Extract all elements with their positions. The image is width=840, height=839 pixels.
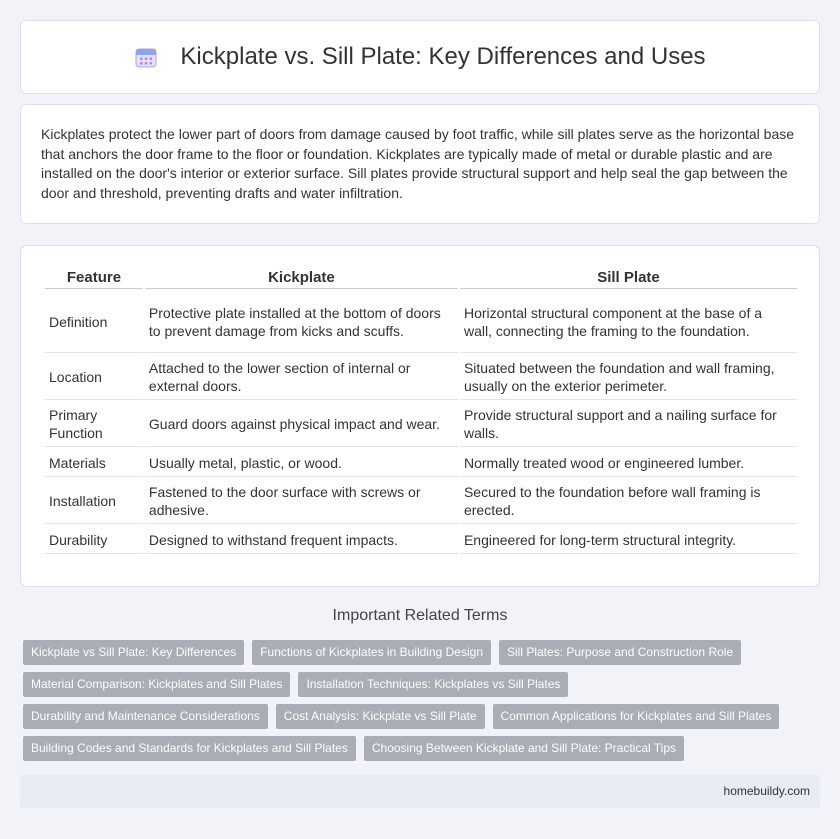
intro-card	[20, 104, 820, 224]
comparison-table	[43, 265, 799, 556]
row-sill-plate: Engineered for long-term structural integrity.	[460, 526, 797, 554]
related-tag[interactable]: Cost Analysis: Kickplate vs Sill Plate	[276, 704, 485, 729]
comparison-table-card	[20, 245, 820, 587]
related-tag[interactable]: Functions of Kickplates in Building Design	[252, 640, 491, 665]
row-sill-plate: Normally treated wood or engineered lumber.	[460, 449, 797, 477]
row-feature: Primary Function	[45, 402, 143, 447]
footer-site-link[interactable]: homebuildy.com	[723, 784, 810, 798]
row-feature: Materials	[45, 449, 143, 477]
row-kickplate: Protective plate installed at the bottom of doors to prevent damage from kicks and scuffs.	[145, 291, 458, 353]
row-sill-plate: Situated between the foundation and wall framing, usually on the exterior perimeter.	[460, 355, 797, 400]
row-kickplate: Usually metal, plastic, or wood.	[145, 449, 458, 477]
related-tag[interactable]: Material Comparison: Kickplates and Sill Plates	[23, 672, 290, 697]
row-kickplate: Fastened to the door surface with screws or adhesive.	[145, 479, 458, 524]
header-feature: Feature	[45, 267, 143, 289]
table-row	[45, 526, 797, 554]
row-sill-plate: Secured to the foundation before wall framing is erected.	[460, 479, 797, 524]
related-tag[interactable]: Durability and Maintenance Considerations	[23, 704, 268, 729]
related-tag[interactable]: Choosing Between Kickplate and Sill Plate: Practical Tips	[364, 736, 684, 761]
table-row	[45, 479, 797, 524]
related-tag[interactable]: Kickplate vs Sill Plate: Key Differences	[23, 640, 244, 665]
row-feature: Installation	[45, 479, 143, 524]
intro-text: Kickplates protect the lower part of doors from damage caused by foot traffic, while sill plates serve as the horizontal base that anchors the door frame to the floor or foundation. Kickplates are typically made of metal or durable plastic and are installed on the door's interior or exterior surface. Sill plates provide structural support and help seal the gap between the door and threshold, preventing drafts and water infiltration.	[41, 126, 795, 201]
header-sill-plate: Sill Plate	[460, 267, 797, 289]
footer	[20, 775, 820, 808]
row-kickplate: Attached to the lower section of internal or external doors.	[145, 355, 458, 400]
related-terms-tags	[23, 640, 823, 768]
row-feature: Location	[45, 355, 143, 400]
row-kickplate: Designed to withstand frequent impacts.	[145, 526, 458, 554]
page-title: Kickplate vs. Sill Plate: Key Differences and Uses	[180, 43, 706, 70]
related-terms-title: Important Related Terms	[332, 607, 508, 624]
header-kickplate: Kickplate	[145, 267, 458, 289]
table-row	[45, 291, 797, 353]
table-row	[45, 355, 797, 400]
related-tag[interactable]: Building Codes and Standards for Kickplates and Sill Plates	[23, 736, 356, 761]
table-row	[45, 402, 797, 447]
row-kickplate: Guard doors against physical impact and wear.	[145, 402, 458, 447]
table-header-row	[45, 267, 797, 289]
table-row	[45, 449, 797, 477]
calendar-icon	[134, 45, 158, 69]
row-feature: Definition	[45, 291, 143, 353]
related-tag[interactable]: Sill Plates: Purpose and Construction Role	[499, 640, 741, 665]
row-feature: Durability	[45, 526, 143, 554]
related-tag[interactable]: Installation Techniques: Kickplates vs Sill Plates	[298, 672, 568, 697]
row-sill-plate: Provide structural support and a nailing surface for walls.	[460, 402, 797, 447]
header-card	[20, 20, 820, 94]
row-sill-plate: Horizontal structural component at the base of a wall, connecting the framing to the foundation.	[460, 291, 797, 353]
related-tag[interactable]: Common Applications for Kickplates and Sill Plates	[493, 704, 780, 729]
